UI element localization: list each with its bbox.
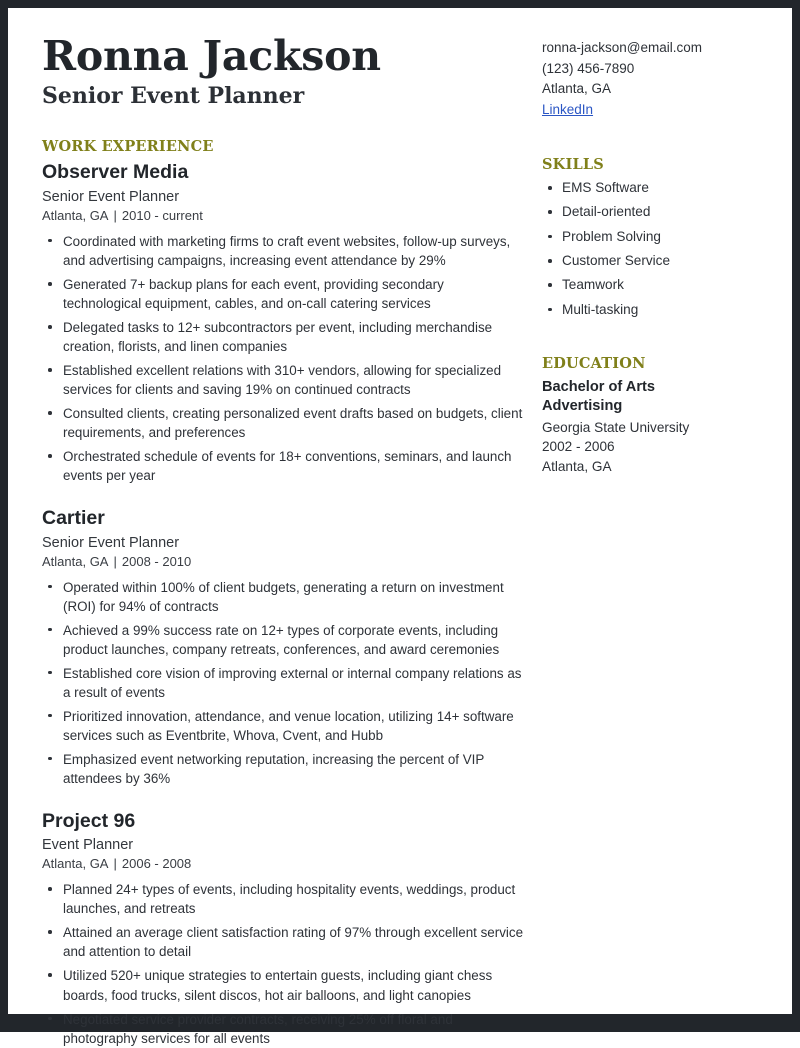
- job-bullet: Operated within 100% of client budgets, generating a return on investment (ROI) for 94% of contracts: [42, 578, 524, 616]
- linkedin-link[interactable]: LinkedIn: [542, 101, 594, 117]
- resume-columns: [42, 34, 758, 1048]
- education-heading: EDUCATION: [542, 355, 646, 373]
- job-meta: [42, 554, 524, 571]
- job-bullet: Generated 7+ backup plans for each event, providing secondary technological equipment, cables, and on-call catering services: [42, 275, 524, 313]
- candidate-name: Ronna Jackson: [42, 32, 381, 80]
- contact-phone: (123) 456-7890: [542, 60, 635, 76]
- job-title: Senior Event Planner: [42, 534, 180, 551]
- job-bullet: Delegated tasks to 12+ subcontractors per event, including merchandise creation, florists, and linen companies: [42, 318, 524, 356]
- job-bullet: Consulted clients, creating personalized event drafts based on budgets, client requirements, and preferences: [42, 404, 524, 442]
- resume-main-column: [42, 34, 542, 1048]
- skill-item: Customer Service: [542, 252, 760, 270]
- job-bullet: Attained an average client satisfaction rating of 97% through excellent service and attention to detail: [42, 923, 524, 961]
- job-entry: [42, 161, 524, 485]
- job-bullet-list: [42, 578, 524, 788]
- job-bullet: Established excellent relations with 310+ vendors, allowing for specialized services for clients and saving 19% on continued contracts: [42, 361, 524, 399]
- contact-location: Atlanta, GA: [542, 81, 612, 97]
- skill-item: Teamwork: [542, 276, 760, 294]
- job-bullet-list: [42, 880, 524, 1047]
- work-experience-section: [42, 138, 524, 1047]
- job-location: Atlanta, GA: [42, 856, 109, 872]
- skill-item: EMS Software: [542, 179, 760, 197]
- job-bullet: Emphasized event networking reputation, increasing the percent of VIP attendees by 36%: [42, 750, 524, 788]
- job-dates: 2006 - 2008: [121, 856, 192, 872]
- job-company: Cartier: [42, 507, 105, 530]
- job-bullet: Established core vision of improving external or internal company relations as a result of events: [42, 664, 524, 702]
- job-bullet: Negotiated service provider contracts, receiving 25% off floral and photography services for all events: [42, 1010, 524, 1048]
- job-bullet-list: [42, 232, 524, 485]
- skill-item: Detail-oriented: [542, 203, 760, 221]
- skill-item: Multi-tasking: [542, 301, 760, 319]
- job-location: Atlanta, GA: [42, 207, 109, 223]
- job-company: Project 96: [42, 809, 136, 832]
- education-school: Georgia State University: [542, 420, 690, 436]
- work-experience-heading: WORK EXPERIENCE: [42, 138, 214, 156]
- job-title: Senior Event Planner: [42, 188, 180, 205]
- job-entry: [42, 507, 524, 788]
- education-degree: Bachelor of Arts: [542, 379, 655, 396]
- job-bullet: Orchestrated schedule of events for 18+ conventions, seminars, and launch events per year: [42, 447, 524, 485]
- job-meta-separator: |: [113, 856, 117, 872]
- skill-item: Problem Solving: [542, 228, 760, 246]
- job-bullet: Coordinated with marketing firms to craft event websites, follow-up surveys, and advertising campaigns, increasing event attendance by 29%: [42, 232, 524, 270]
- job-meta-separator: |: [113, 207, 117, 223]
- job-entry: [42, 810, 524, 1048]
- job-dates: 2010 - current: [121, 207, 203, 223]
- job-meta: [42, 208, 524, 225]
- skills-list: [542, 179, 760, 319]
- resume-side-column: [542, 34, 760, 476]
- job-company: Observer Media: [42, 161, 189, 184]
- resume-header: [42, 34, 524, 108]
- contact-linkedin-line: [542, 100, 760, 121]
- candidate-tagline: Senior Event Planner: [42, 83, 305, 110]
- job-meta: [42, 856, 524, 873]
- education-field: Advertising: [542, 398, 623, 415]
- job-bullet: Planned 24+ types of events, including hospitality events, weddings, product launches, and retreats: [42, 880, 524, 918]
- education-section: [542, 355, 760, 476]
- resume-sheet: [8, 8, 792, 1046]
- education-location: Atlanta, GA: [542, 458, 612, 474]
- job-dates: 2008 - 2010: [121, 553, 192, 569]
- skills-heading: SKILLS: [542, 156, 604, 174]
- contact-email: ronna-jackson@email.com: [542, 40, 703, 55]
- education-dates: 2002 - 2006: [542, 439, 615, 455]
- job-title: Event Planner: [42, 837, 134, 854]
- job-bullet: Achieved a 99% success rate on 12+ types of corporate events, including product launches, company retreats, conferences, and award ceremonies: [42, 621, 524, 659]
- job-location: Atlanta, GA: [42, 553, 109, 569]
- job-meta-separator: |: [113, 553, 117, 569]
- job-bullet: Utilized 520+ unique strategies to entertain guests, including giant chess boards, food trucks, silent discos, hot air balloons, and light canopies: [42, 966, 524, 1004]
- contact-block: [542, 38, 760, 120]
- job-bullet: Prioritized innovation, attendance, and venue location, utilizing 14+ software services such as Eventbrite, Whova, Cvent, and Hubb: [42, 707, 524, 745]
- skills-section: [542, 156, 760, 319]
